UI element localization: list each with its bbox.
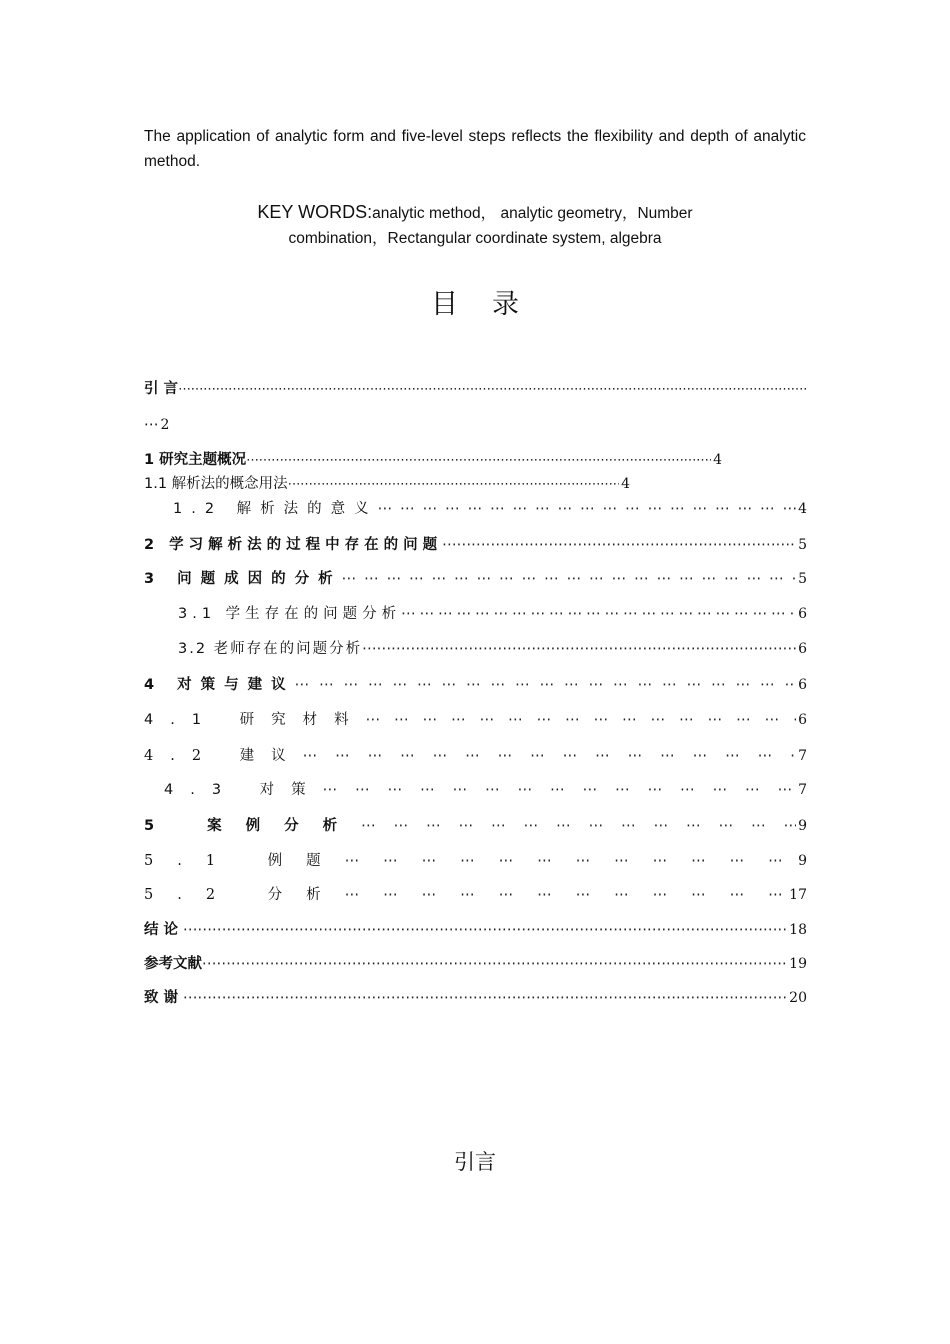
toc-entry-page: 7 [798,748,807,764]
toc-leader [183,920,787,940]
toc-entry-5-1[interactable] [144,851,807,871]
toc-entry-3-1[interactable] [178,604,807,624]
toc-entry-page: 6 [798,606,807,622]
toc-entry-label: 结论 [144,922,183,938]
toc-entry-1[interactable] [144,450,722,471]
toc-leader [345,851,796,871]
toc-entry-2[interactable] [144,535,807,555]
toc-leader [178,380,807,400]
toc-leader [378,499,796,519]
toc-title: 目录 [431,289,553,320]
toc-leader [362,639,796,659]
toc-entry-1-2[interactable] [173,499,807,519]
toc-entry-conclusion[interactable] [144,920,807,940]
toc-entry-page: 7 [798,782,807,798]
toc-entry-4-3[interactable] [164,780,807,800]
toc-entry-page: 5 [798,537,807,553]
toc-entry-page: 4 [713,452,722,468]
keywords-label: KEY WORDS: [257,202,373,222]
toc-leader [288,475,619,495]
toc-leader [345,885,788,905]
toc-leader [323,780,796,800]
toc-leader [246,451,711,471]
toc-leader [295,675,796,695]
toc-entry-label: 4.1 研究材料 [144,712,366,728]
toc-entry-label: 引 言 [144,381,179,397]
toc-entry-label: 4.2 建议 [144,748,303,764]
toc-entry-page: 5 [798,571,807,587]
toc-entry-label: 1.2 解析法的意义 [173,501,378,517]
toc-entry-3-2[interactable] [178,639,807,659]
toc-leader [442,535,796,555]
toc-entry-page: 6 [798,677,807,693]
toc-entry-label: 1.1 解析法的概念用法 [144,476,288,492]
toc-entry-page: 9 [798,818,807,834]
toc-entry-references[interactable] [144,954,807,974]
toc-entry-introduction-page-line[interactable] [144,415,184,435]
toc-leader-short: ⋯ [144,417,159,433]
toc-entry-label: 5.2 分析 [144,887,345,903]
toc-entry-4[interactable] [144,675,807,695]
toc-leader [303,746,796,766]
toc-leader [183,988,787,1008]
toc-entry-label: 1 研究主题概况 [144,452,247,468]
toc-entry-introduction[interactable] [144,379,807,400]
toc-entry-page: 6 [798,712,807,728]
toc-leader [361,816,796,836]
keywords-line1: analytic method， analytic geometry，Number [372,205,693,222]
toc-entry-label: 5 案例分析 [144,818,362,834]
toc-entry-page: 18 [789,922,807,938]
toc-entry-page: 4 [621,476,630,492]
toc-entry-4-2[interactable] [144,746,807,766]
toc-entry-1-1[interactable] [144,474,630,495]
toc-entry-label: 参考文献 [144,956,202,972]
toc-entry-label: 4.3 对策 [164,782,323,798]
toc-leader [366,710,796,730]
toc-entry-3[interactable] [144,569,807,589]
toc-entry-page: 4 [798,501,807,517]
toc-entry-label: 3.2 老师存在的问题分析 [178,641,363,657]
toc-entry-5-2[interactable] [144,885,807,905]
toc-entry-page: 9 [798,853,807,869]
introduction-heading: 引言 [454,1150,496,1174]
toc-entry-label: 3.1 学生存在的问题分析 [178,606,402,622]
toc-entry-label: 致谢 [144,990,183,1006]
toc-entry-page: 19 [789,956,807,972]
toc-entry-page: 17 [789,887,807,903]
keywords-line2: combination，Rectangular coordinate system, algebra [288,230,662,247]
toc-entry-page: 6 [798,641,807,657]
toc-entry-page: 20 [789,990,807,1006]
toc-entry-5[interactable] [144,816,807,836]
toc-entry-label: 2 学习解析法的过程中存在的问题 [144,537,443,553]
abstract-text: The application of analytic form and five-level steps reflects the flexibility and depth of analytic method. [144,128,806,170]
keywords [144,200,806,251]
toc-entry-label: 3 问题成因的分析 [144,571,342,587]
toc-leader [401,604,796,624]
toc-leader [202,954,787,974]
toc-entry-4-1[interactable] [144,710,807,730]
toc-entry-acknowledgements[interactable] [144,988,807,1008]
toc-leader [342,569,796,589]
toc-entry-label: 5.1 例题 [144,853,345,869]
toc-entry-label: 4 对策与建议 [144,677,295,693]
toc-entry-page: 2 [160,417,170,433]
